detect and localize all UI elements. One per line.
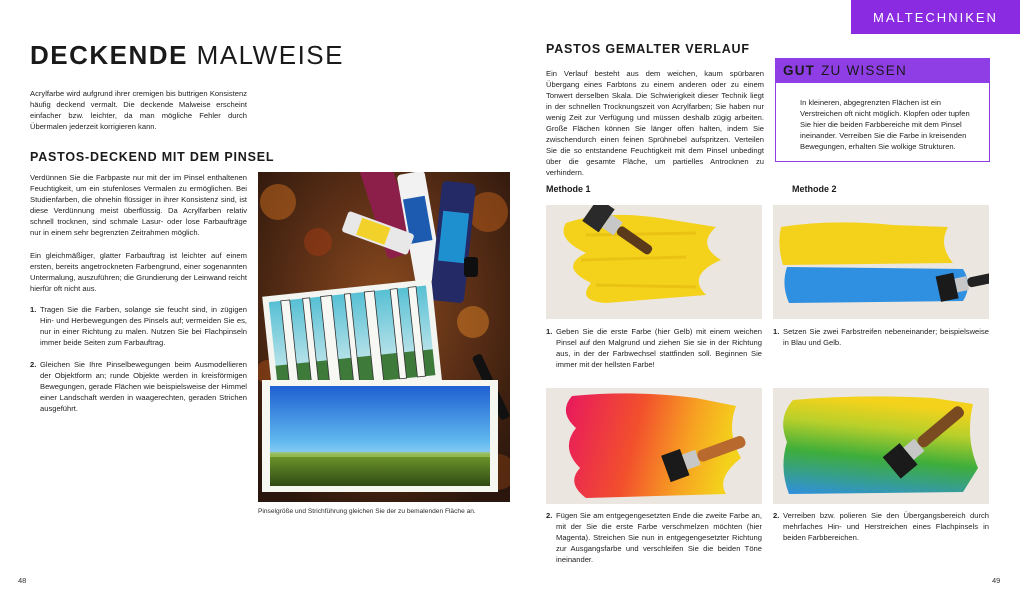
list-item-number: 2.: [30, 360, 37, 369]
list-item: [30, 359, 247, 414]
method-1-label: Methode 1: [546, 184, 591, 194]
method-2-step-1-image: [773, 205, 989, 319]
list-item-number: 2.: [773, 511, 780, 520]
photo-caption: Pinselgröße und Strichführung gleichen Sie der zu bemalenden Fläche an.: [258, 508, 476, 515]
list-item: [30, 304, 247, 348]
method-2-step-2-image: [773, 388, 989, 504]
numbered-list: [30, 304, 247, 425]
page-number-right: 49: [992, 576, 1001, 585]
verlauf-intro: Ein Verlauf besteht aus dem weichen, kaum spürbaren Übergang eines Farbtons zu einem anderen oder zu einem Tonwert derselben Skala. Die Schwierigkeit dieser Technik liegt in der schnellen Trocknungszeit von Acrylfarben; Sie haben nur wenig Zeit zur Verfügung und müssen deshalb zügig arbeiten. Große Flächen können Sie länger offen halten, indem Sie zwischendurch einen feinen Sprühnebel aufspritzen. Verteilen Sie die so entstandene Feuchtigkeit mit dem Pinsel unbedingt über die gesamte Fläche, um partielles Antrocknen zu verhindern.: [546, 69, 764, 177]
gut-title-light: ZU WISSEN: [821, 62, 907, 78]
section-title-pastos-deckend: PASTOS-DECKEND MIT DEM PINSEL: [30, 150, 275, 164]
list-item: [546, 510, 762, 565]
page-number-left: 48: [18, 576, 27, 585]
list-item-number: 1.: [30, 305, 37, 314]
list-item-text: Gleichen Sie Ihre Pinselbewegungen beim Ausmodellieren der Objektform an; runde Objekte werden in kreisförmigen Bewegungen, gerade Flächen wie beispielsweise der Himmel einer Landschaft werden in waagerechten, geraden Strichen ausgeführt.: [40, 360, 247, 413]
intro-paragraph: Acrylfarbe wird aufgrund ihrer cremigen bis buttrigen Konsistenz häufig deckend vermalt. Die deckende Malweise erscheint einfacher bzw. leichter, da man mögliche Fehler durch Übermalen jederzeit korrigieren kann.: [30, 89, 247, 131]
gut-zu-wissen-text: In kleineren, abgegrenzten Flächen ist ein Verstreichen oft nicht möglich. Klopfen oder tupfen Sie hier die beiden Farbbereiche mit dem Pinsel ineinander. Verreiben Sie die Farbe in kreisenden Bewegungen, erhalten Sie wolkige Strukturen.: [800, 98, 970, 151]
list-item-number: 1.: [773, 327, 780, 336]
paint-tubes-photo: [258, 172, 510, 502]
section-title-verlauf: PASTOS GEMALTER VERLAUF: [546, 42, 750, 56]
chapter-tab: MALTECHNIKEN: [851, 0, 1020, 34]
list-item: [546, 326, 762, 370]
method-1-step-2: [546, 510, 762, 576]
page-title-light: MALWEISE: [196, 40, 344, 70]
list-item: [773, 326, 989, 348]
page-title-bold: DECKENDE: [30, 40, 188, 70]
method-1-step-1-image: [546, 205, 762, 319]
paragraph-1: Verdünnen Sie die Farbpaste nur mit der im Pinsel enthaltenen Feuchtigkeit, um ein stufenloses Vermalen zu ermöglichen. Bei Studienfarben, die ohnehin flüssiger in ihrer Konsistenz sind, ist diese Verdünnung meist überflüssig. Da Acrylfarben relativ schnell trocknen, sind schmale Lasur- oder lose Farbaufträge nur in einem sehr begrenzten Zeitrahmen möglich.: [30, 173, 247, 237]
method-2-step-1: [773, 326, 989, 359]
list-item: [773, 510, 989, 543]
gut-zu-wissen-header: [775, 58, 990, 82]
method-1-step-1: [546, 326, 762, 381]
list-item-text: Setzen Sie zwei Farbstreifen nebeneinander; beispielsweise in Blau und Gelb.: [783, 327, 989, 347]
gut-zu-wissen-box: [775, 82, 990, 162]
list-item-number: 1.: [546, 327, 553, 336]
method-1-step-2-image: [546, 388, 762, 504]
list-item-number: 2.: [546, 511, 553, 520]
list-item-text: Fügen Sie am entgegengesetzten Ende die zweite Farbe an, mit der Sie die erste Farbe verschmelzen möchten (hier Magenta). Streichen Sie nun in entgegengesetzter Richtung zur Ausgangsfarbe und verschleifen Sie die beiden Töne ineinander.: [556, 511, 762, 564]
method-2-label: Methode 2: [792, 184, 837, 194]
paragraph-2: Ein gleichmäßiger, glatter Farbauftrag ist leichter auf einem ersten, bereits angetrockneten Farbengrund, einer sogenannten Untermalung, auszuführen; die Grundierung der Leinwand reicht hierfür oft nicht aus.: [30, 251, 247, 293]
list-item-text: Verreiben bzw. polieren Sie den Übergangsbereich durch mehrfaches Hin- und Herstreichen eines Flachpinsels in beiden Farbbereichen.: [783, 511, 989, 542]
list-item-text: Tragen Sie die Farben, solange sie feucht sind, in zügigen Hin- und Herbewegungen des Pinsels auf; vermeiden Sie es, nur in einer Richtung zu malen. Nutzen Sie bei Flachpinseln immer beide Seiten zum Farbauftrag.: [40, 305, 247, 347]
page-title: [30, 40, 344, 71]
gut-title-bold: GUT: [783, 62, 816, 78]
list-item-text: Geben Sie die erste Farbe (hier Gelb) mit einem weichen Pinsel auf den Malgrund und ziehen Sie sie in der Richtung aus, in der der Farbwechsel stattfinden soll. Beginnen Sie immer mit der hellsten Farbe!: [556, 327, 762, 369]
method-2-step-2: [773, 510, 989, 554]
